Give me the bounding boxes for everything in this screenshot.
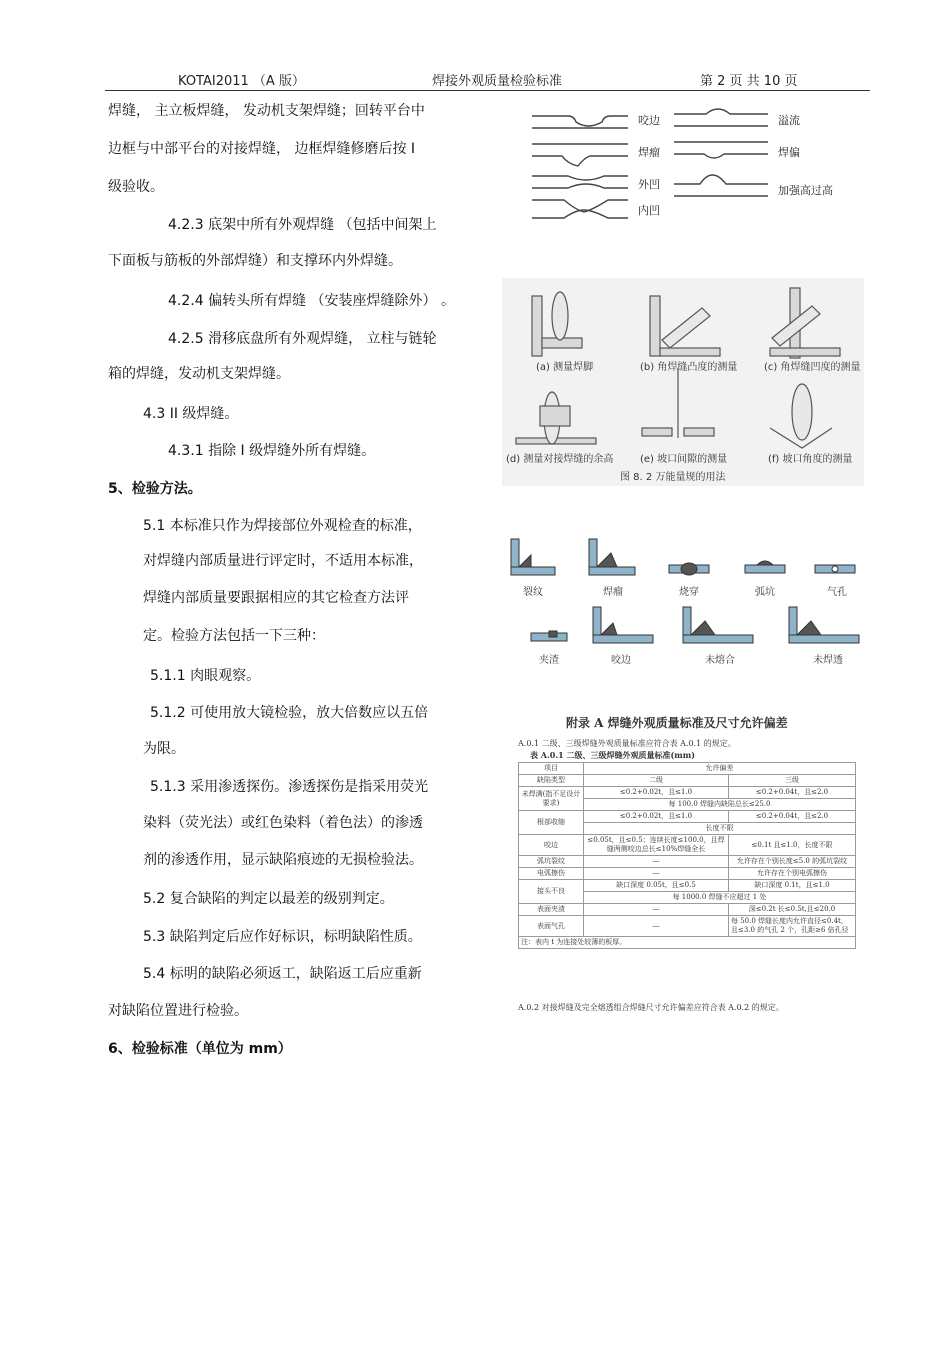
body-line: 5.1.2 可使用放大镜检验，放大倍数应以五倍 [150,705,429,721]
table-cell: 长度不限 [584,823,856,835]
section-heading: 5、检验方法。 [108,481,202,497]
body-line: 级验收。 [108,179,164,195]
table-cell: 缺口深度 0.1t，且≤1.0 [729,880,856,892]
table-note: 注：表内 t 为连接处较薄的板厚。 [519,937,856,949]
label-overflow: 溢流 [778,114,800,127]
section-heading: 4.3 II 级焊缝。 [143,406,239,422]
body-line: 5.4 标明的缺陷必须返工，缺陷返工后应重新 [143,966,422,982]
body-line: 对缺陷位置进行检验。 [108,1003,248,1019]
body-line: 4.2.4 偏转头所有焊缝 （安装座焊缝除外） 。 [168,293,455,309]
weld-defect-profiles-figure [528,100,858,222]
table-row [519,868,856,880]
table-row [519,937,856,949]
table-cell: — [584,904,729,916]
table-cell: 三级 [729,775,856,787]
body-line: 5.1.3 采用渗透探伤。渗透探伤是指采用荧光 [150,779,429,795]
label-inner-concave: 内凹 [638,204,660,217]
table-cell: ≤0.2+0.02t，且≤1.0 [584,811,729,823]
body-line: 边框与中部平台的对接焊缝， 边框焊缝修磨后按 I [108,141,416,157]
appendix-title: 附录 A 焊缝外观质量标准及尺寸允许偏差 [566,716,788,730]
gauge-usage-figure [502,278,864,486]
body-line: 5.1.1 肉眼观察。 [150,668,261,684]
label-undercut: 咬边 [638,114,660,127]
table-cell: — [584,856,729,868]
table-cell: 缺陷类型 [519,775,584,787]
table-cell: ≤0.2+0.02t，且≤1.0 [584,787,729,799]
label-offset: 焊偏 [778,146,800,159]
table-cell: 根部收缩 [519,811,584,835]
table-cell: — [584,868,729,880]
table-cell: 接头不良 [519,880,584,904]
table-row [519,904,856,916]
label-slag: 夹渣 [539,655,559,666]
label-burn-through: 烧穿 [679,587,699,598]
label-weld-bead: 焊瘤 [638,146,660,159]
caption-b: (b) 角焊缝凸度的测量 [640,362,738,373]
body-line: 5.2 复合缺陷的判定以最差的级别判定。 [143,891,394,907]
body-line: 对焊缝内部质量进行评定时，不适用本标准， [143,553,423,569]
label-incomplete-penetration: 未焊透 [813,655,843,666]
table-cell: ≤0.1t 且≤1.0，长度不限 [729,835,856,856]
weld-quality-table [518,762,856,949]
table-cell: 二级 [584,775,729,787]
table-cell: 缺口深度 0.05t，且≤0.5 [584,880,729,892]
body-line: 为限。 [143,741,185,757]
caption-c: (c) 角焊缝凹度的测量 [764,362,861,373]
figure-title: 图 8. 2 万能量规的用法 [620,472,726,483]
header-doc-code: KOTAI2011 （A 版） [178,74,305,89]
label-outer-concave: 外凹 [638,178,660,191]
table-cell: 表面气孔 [519,916,584,937]
table-cell: 项目 [519,763,584,775]
table-row [519,880,856,892]
header-doc-title: 焊接外观质量检验标准 [432,74,563,89]
table-cell: 允许存在个别电弧擦伤 [729,868,856,880]
table-row [519,787,856,799]
header-page-number: 第 2 页 共 10 页 [700,74,798,89]
header-rule [105,90,870,91]
caption-d: (d) 测量对接焊缝的余高 [506,454,614,465]
body-line: 焊缝内部质量要跟据相应的其它检查方法评 [143,590,409,606]
table-cell: 每 100.0 焊缝内缺陷总长≤25.0 [584,799,856,811]
table-cell: 弧坑裂纹 [519,856,584,868]
body-line: 4.2.3 底架中所有外观焊缝 （包括中间架上 [168,217,437,233]
table-caption: 表 A.0.1 二级、三级焊缝外观质量标准(mm) [530,750,695,760]
label-excess-reinforcement: 加强高过高 [778,184,833,197]
table-row [519,811,856,823]
table-cell: 未焊满(指不足设计要求) [519,787,584,811]
label-porosity: 气孔 [827,587,847,598]
table-cell: ≤0.2+0.04t，且≤2.0 [729,787,856,799]
body-line: 焊缝， 主立板焊缝， 发动机支架焊缝；回转平台中 [108,103,425,119]
caption-a: (a) 测量焊脚 [536,362,594,373]
label-undercut: 咬边 [611,655,631,666]
label-crack: 裂纹 [523,587,543,598]
body-line: 箱的焊缝，发动机支架焊缝。 [108,366,290,382]
weld-defect-types-figure [505,535,865,675]
table-row [519,856,856,868]
table-cell: 每 1000.0 焊缝不应超过 1 处 [584,892,856,904]
table-row [519,835,856,856]
table-cell: 咬边 [519,835,584,856]
caption-e: (e) 坡口间隙的测量 [640,454,728,465]
table-cell: ≤0.05t，且≤0.5；连续长度≤100.0，且焊缝两侧咬边总长≤10%焊缝全长 [584,835,729,856]
body-line: 5.1 本标准只作为焊接部位外观检查的标准， [143,518,422,534]
body-line: 定。检验方法包括一下三种： [143,628,325,644]
table-cell: 每 50.0 焊缝长度内允许直径≤0.4t，且≤3.0 的气孔 2 个，孔距≥6 倍孔径 [729,916,856,937]
appendix-a02-text: A.0.2 对接焊缝及完全熔透组合焊缝尺寸允许偏差应符合表 A.0.2 的规定。 [518,1003,784,1012]
table-cell: 允许存在个别长度≤5.0 的弧坑裂纹 [729,856,856,868]
table-cell: — [584,916,729,937]
section-heading: 6、检验标准（单位为 mm） [108,1041,292,1057]
body-line: 下面板与筋板的外部焊缝）和支撑环内外焊缝。 [108,253,402,269]
table-row [519,916,856,937]
appendix-a01-text: A.0.1 二级、三级焊缝外观质量标准应符合表 A.0.1 的规定。 [518,739,736,748]
body-line: 4.3.1 指除 I 级焊缝外所有焊缝。 [168,443,376,459]
body-line: 5.3 缺陷判定后应作好标识，标明缺陷性质。 [143,929,422,945]
table-row [519,775,856,787]
table-row [519,763,856,775]
table-cell: 允许偏差 [584,763,856,775]
label-overlap: 焊瘤 [603,587,623,598]
table-cell: 表面夹渣 [519,904,584,916]
table-cell: ≤0.2+0.04t，且≤2.0 [729,811,856,823]
body-line: 4.2.5 滑移底盘所有外观焊缝， 立柱与链轮 [168,331,437,347]
table-cell: 深≤0.2t 长≤0.5t,且≤20.0 [729,904,856,916]
label-crater: 弧坑 [755,587,775,598]
body-line: 剂的渗透作用，显示缺陷痕迹的无损检验法。 [143,852,423,868]
table-cell: 电弧擦伤 [519,868,584,880]
label-lack-of-fusion: 未熔合 [705,655,735,666]
body-line: 染料（荧光法）或红色染料（着色法）的渗透 [143,815,423,831]
caption-f: (f) 坡口角度的测量 [768,454,853,465]
